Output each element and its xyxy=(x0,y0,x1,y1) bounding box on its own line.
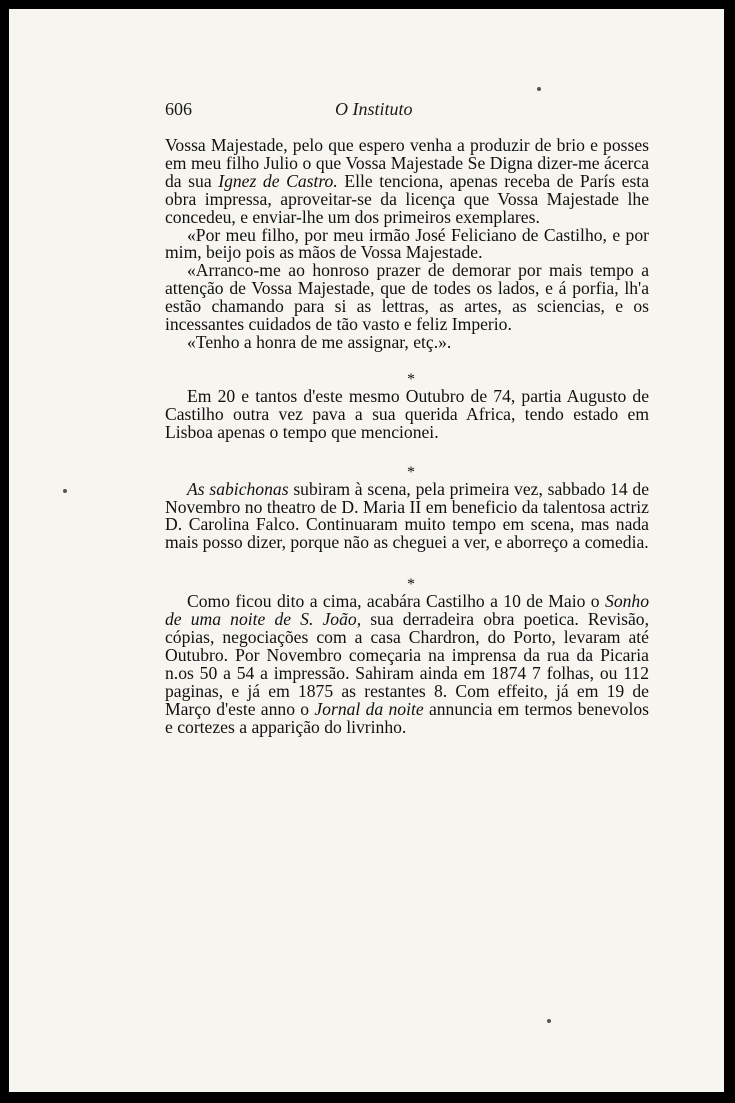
paragraph: «Arranco-me ao honroso prazer de demorar por mais tempo a attenção de Vossa Majestade, que de todes os lados, e á porfia, lh'a estão chamando para si as lettras, as artes, as sciencias, e os incessantes cuidados de tão vasto e feliz Imperio. xyxy=(165,260,649,335)
running-title: O Instituto xyxy=(335,99,413,119)
ink-speck xyxy=(547,1019,551,1023)
paragraph: «Tenho a honra de me assignar, etç.». xyxy=(187,331,452,352)
page-body xyxy=(165,137,649,736)
page xyxy=(9,9,724,1092)
play-title: As sabichonas xyxy=(187,478,289,499)
paragraph: As sabichonas subiram à scena, pela primeira vez, sabbado 14 de Novembro no theatro de D. Maria II em beneficio da talentosa actriz D. Carolina Falco. Continuaram muito tempo em scena, mas nada mais posso dizer, porque não as cheguei a ver, e aborreço a comedia. xyxy=(165,478,650,553)
paragraph: Vossa Majestade, pelo que espero venha a produzir de brio e posses em meu filho Julio o que Vossa Majestade Se Digna dizer-me ácerca da sua Ignez de Castro. Elle tenciona, apenas receba de París esta obra impressa, aproveitar-se da licença que Vossa Majestade lhe concedeu, e enviar-lhe um dos primeiros exemplares. xyxy=(165,135,650,227)
page-number: 606 xyxy=(165,99,192,119)
section-separator: * xyxy=(407,370,415,388)
newspaper-title: Jornal da noite xyxy=(314,698,424,719)
ink-speck xyxy=(537,87,541,91)
poem-title: Sonho de uma noite de S. João, xyxy=(165,591,649,630)
section-separator: * xyxy=(407,576,415,594)
ink-speck xyxy=(63,489,67,493)
paragraph: «Por meu filho, por meu irmão José Feliciano de Castilho, e por mim, beijo pois as mãos de Vossa Majestade. xyxy=(165,224,649,263)
book-title: Ignez de Castro. xyxy=(218,170,338,191)
page-header xyxy=(165,99,649,123)
paragraph: Como ficou dito a cima, acabára Castilho a 10 de Maio o Sonho de uma noite de S. João, sua derradeira obra poetica. Revisão, cópias, negociações com a casa Chardron, do Porto, levaram até Outubro. Por Novembro começaria na imprensa da rua da Picaria n.os 50 a 54 a impressão. Sahiram ainda em 1874 7 folhas, ou 112 paginas, e já em 1875 as restantes 8. Com effeito, já em 19 de Março d'este anno o Jornal da noite annuncia em termos benevolos e cortezes a apparição do livrinho. xyxy=(165,591,650,737)
paragraph: Em 20 e tantos d'este mesmo Outubro de 74, partia Augusto de Castilho outra vez pava a sua querida Africa, tendo estado em Lisboa apenas o tempo que mencionei. xyxy=(165,385,649,442)
section-separator: * xyxy=(407,463,415,481)
